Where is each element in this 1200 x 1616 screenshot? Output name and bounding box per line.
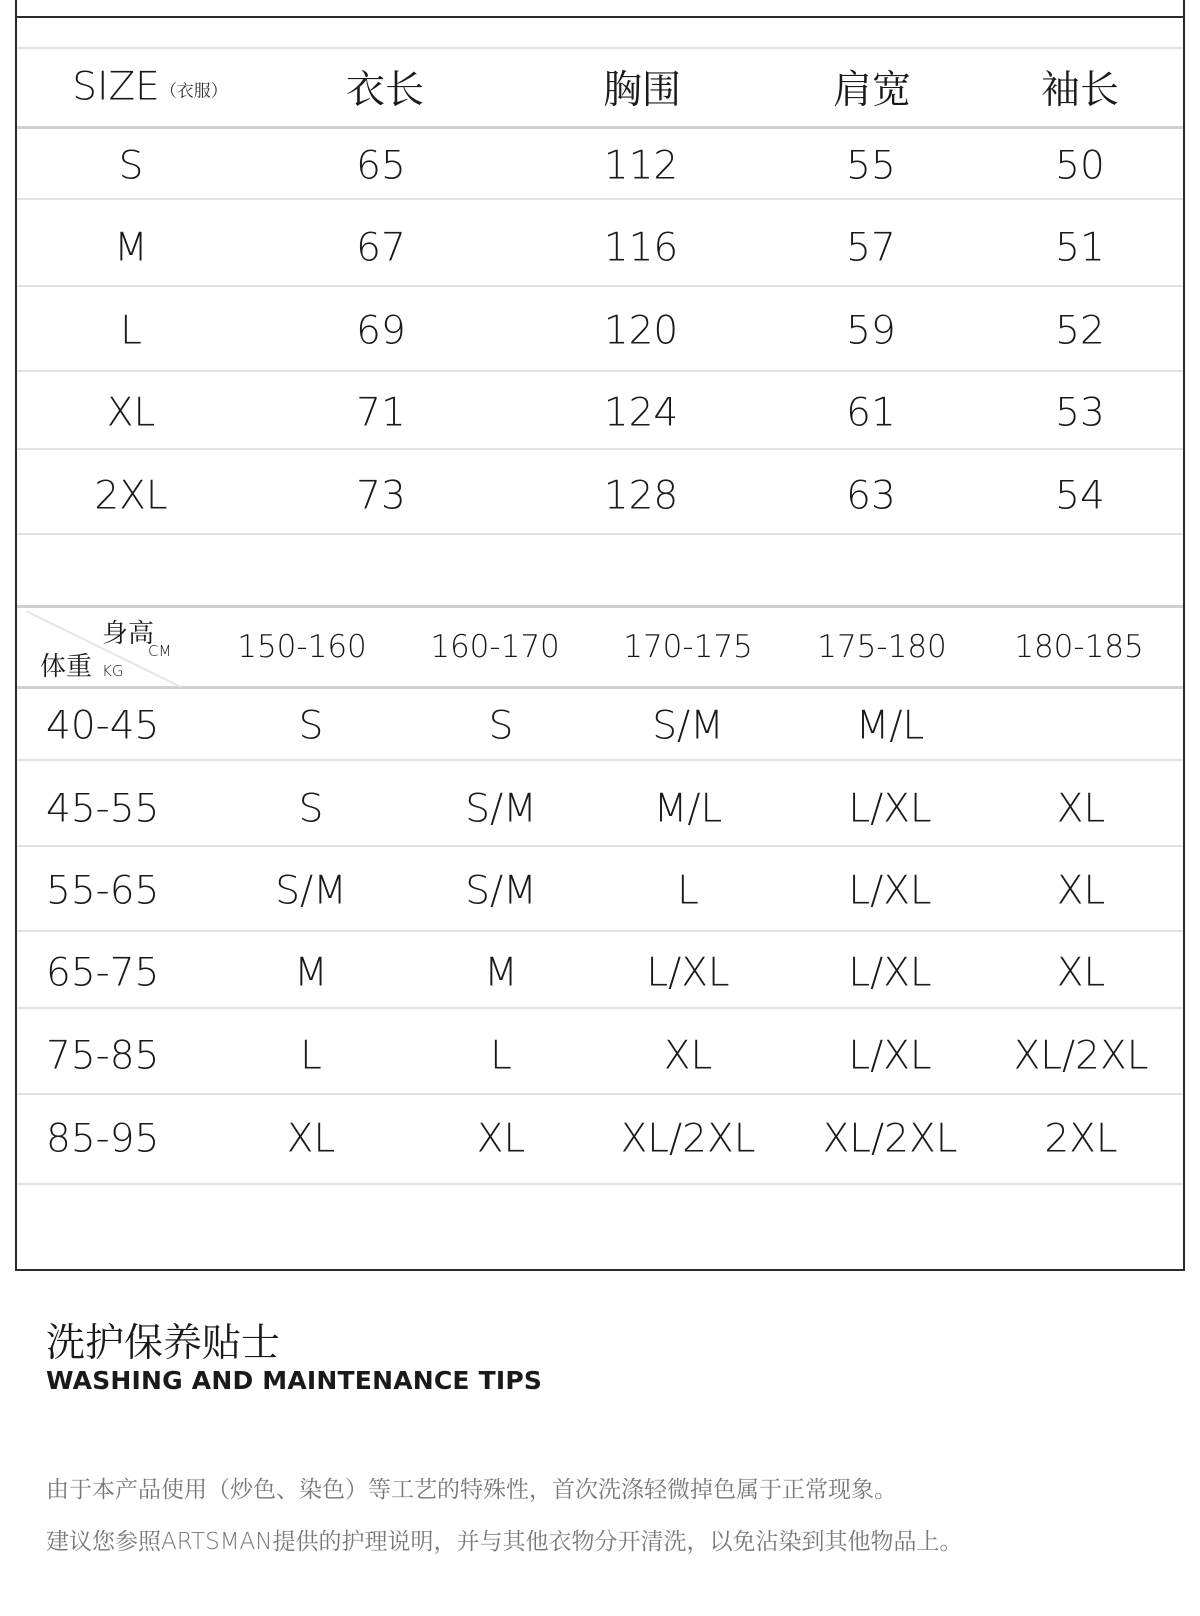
fit-size-cell: S [488,703,514,749]
weight-cell: 55-65 [46,868,160,914]
fit-size-cell: XL [1056,786,1106,832]
fit-size-cell: L/XL [848,950,932,996]
chest-cell: 112 [603,143,679,189]
length-cell: 73 [356,473,406,519]
size-cell: L [120,308,142,354]
divider [17,845,1183,847]
fit-size-cell: L/XL [848,868,932,914]
height-unit: CM [148,642,172,660]
fit-size-cell: M/L [855,703,925,749]
divider [17,533,1183,535]
height-header: 160-170 [430,629,560,665]
fit-size-cell: S/M [275,868,347,914]
length-cell: 69 [356,308,406,354]
size-cell: S [118,143,144,189]
fit-size-cell: S/M [652,703,724,749]
fit-size-cell: XL [286,1116,336,1162]
divider [17,1183,1183,1185]
washing-subtitle: WASHING AND MAINTENANCE TIPS [46,1366,543,1395]
fit-size-cell: S [298,703,324,749]
length-cell: 65 [356,143,406,189]
length-cell: 71 [356,390,406,436]
divider [17,1093,1183,1095]
shoulder-cell: 59 [846,308,896,354]
fit-size-cell: XL [1056,868,1106,914]
weight-cell: 65-75 [46,950,160,996]
length-cell: 67 [356,225,406,271]
height-header: 170-175 [623,629,753,665]
fit-size-cell: L/XL [646,950,730,996]
fit-size-cell: XL [1056,950,1106,996]
washing-paragraph: 建议您参照ARTSMAN提供的护理说明，并与其他衣物分开清洗，以免沾染到其他物品上。 [46,1529,963,1555]
height-label: 身高 [102,619,155,649]
chest-cell: 124 [603,390,679,436]
weight-cell: 85-95 [46,1116,160,1162]
divider [17,686,1183,689]
divider [17,759,1183,761]
washing-title: 洗护保养贴士 [46,1321,281,1366]
fit-size-cell: L [300,1033,322,1079]
size-cell: M [114,225,148,271]
height-header: 175-180 [817,629,947,665]
weight-cell: 45-55 [46,786,160,832]
shoulder-cell: 63 [846,473,896,519]
fit-size-cell: S/M [465,868,537,914]
size-header: SIZE（衣服） [72,64,228,110]
weight-label: 体重 [40,652,93,682]
size-cell: XL [106,390,156,436]
divider [17,126,1183,129]
weight-unit: KG [102,662,124,680]
fit-size-cell: L/XL [848,786,932,832]
shoulder-cell: 55 [846,143,896,189]
fit-size-cell: XL/2XL [620,1116,756,1162]
fit-size-cell: XL/2XL [1013,1033,1149,1079]
chest-cell: 128 [603,473,679,519]
fit-size-cell: L [677,868,699,914]
divider [17,605,1183,608]
fit-size-cell: L [490,1033,512,1079]
size-cell: 2XL [94,473,168,519]
shoulder-cell: 61 [846,390,896,436]
sleeve-cell: 53 [1055,390,1105,436]
divider [17,930,1183,932]
fit-size-cell: XL/2XL [822,1116,958,1162]
divider [17,448,1183,450]
divider [17,285,1183,287]
height-header: 150-160 [237,629,367,665]
fit-size-cell: M [484,950,518,996]
size-chart-frame [15,0,1185,1271]
divider [17,47,1183,49]
divider [17,370,1183,372]
fit-size-cell: L/XL [848,1033,932,1079]
weight-cell: 75-85 [46,1033,160,1079]
chest-header: 胸围 [602,68,682,113]
washing-paragraph: 由于本产品使用（炒色、染色）等工艺的特殊性，首次洗涤轻微掉色属于正常现象。 [46,1477,897,1503]
chest-cell: 120 [603,308,679,354]
fit-size-cell: XL [663,1033,713,1079]
top-border [15,16,1185,18]
divider [17,198,1183,200]
sleeve-header: 袖长 [1040,68,1120,113]
chest-cell: 116 [603,225,679,271]
fit-size-cell: M/L [653,786,723,832]
divider [17,1007,1183,1009]
sleeve-cell: 51 [1055,225,1105,271]
fit-size-cell: S/M [465,786,537,832]
shoulder-cell: 57 [846,225,896,271]
sleeve-cell: 54 [1055,473,1105,519]
length-header: 衣长 [345,68,425,113]
shoulder-header: 肩宽 [832,68,912,113]
fit-size-cell: S [298,786,324,832]
fit-size-cell: XL [476,1116,526,1162]
fit-size-cell: M [294,950,328,996]
sleeve-cell: 50 [1055,143,1105,189]
fit-size-cell: 2XL [1044,1116,1118,1162]
weight-cell: 40-45 [46,703,160,749]
height-header: 180-185 [1014,629,1144,665]
sleeve-cell: 52 [1055,308,1105,354]
